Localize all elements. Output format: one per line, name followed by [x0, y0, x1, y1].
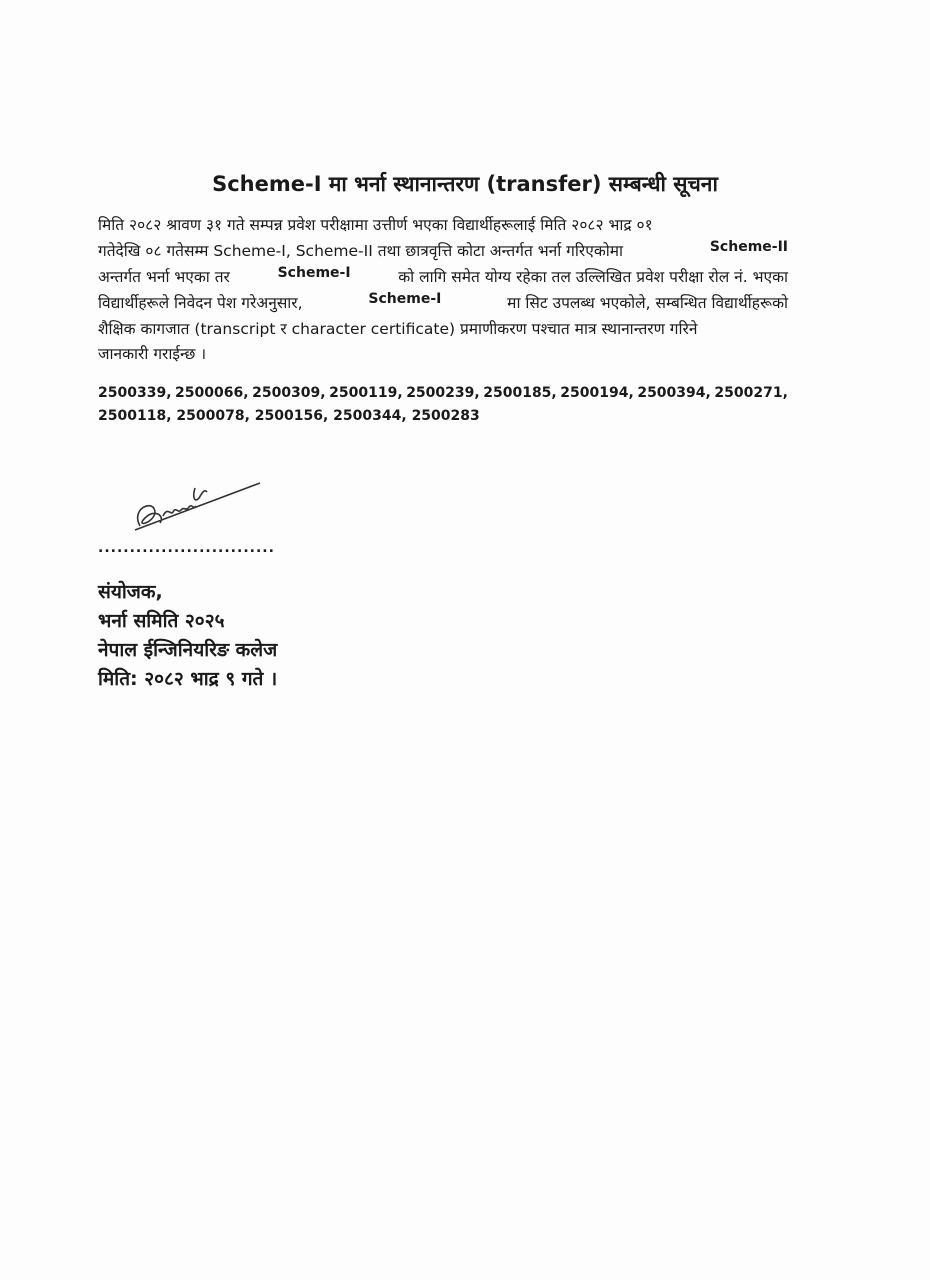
- roll-number: 2500283: [411, 408, 480, 424]
- roll-number: 2500119,: [329, 385, 403, 401]
- college-name: नेपाल ईन्जिनियरिङ कलेज: [98, 639, 278, 661]
- signatory-block: [98, 578, 277, 694]
- notice-title: Scheme-I मा भर्ना स्थानान्तरण (transfer) सम्बन्धी सूचना: [212, 172, 718, 196]
- roll-number: 2500194,: [560, 385, 634, 401]
- bold-text: Scheme-I: [368, 291, 442, 307]
- paragraph-line: [98, 239, 788, 261]
- roll-number: 2500066,: [175, 385, 249, 401]
- roll-number: 2500239,: [406, 385, 480, 401]
- roll-row: [98, 408, 788, 431]
- roll-number: 2500394,: [637, 385, 711, 401]
- paragraph-line: [98, 342, 788, 364]
- roll-number: 2500344,: [333, 408, 412, 424]
- signature: [125, 468, 265, 542]
- signature-line: ............................: [98, 540, 275, 556]
- paragraph-line: [98, 213, 788, 235]
- roll-row: [98, 385, 788, 408]
- paragraph-line: [98, 265, 788, 287]
- text: शैक्षिक कागजात (transcript र character certificate) प्रमाणीकरण पश्चात मात्र स्थानान्तरण गरिने: [98, 320, 698, 338]
- bold-text: Scheme-II: [709, 239, 788, 255]
- roll-number: 2500271,: [714, 385, 788, 401]
- text: गतेदेखि ०८ गतेसम्म Scheme-I, Scheme-II तथा छात्रवृत्ति कोटा अन्तर्गत भर्ना गरिएकोमा: [98, 242, 628, 260]
- text: को लागि समेत योग्य रहेका तल उल्लिखित प्रवेश परीक्षा रोल नं. भएका: [393, 268, 788, 286]
- notice-date: मिति: २०८२ भाद्र ९ गते ।: [98, 668, 278, 690]
- roll-number: 2500118,: [98, 408, 177, 424]
- paragraph-line: [98, 291, 788, 313]
- text: विद्यार्थीहरूले निवेदन पेश गरेअनुसार,: [98, 294, 308, 312]
- roll-number-list: [98, 385, 788, 431]
- committee-name: भर्ना समिति २०२५: [98, 610, 225, 632]
- roll-number: 2500156,: [254, 408, 334, 424]
- roll-number: 2500078,: [176, 408, 255, 424]
- roll-number: 2500309,: [252, 385, 326, 401]
- text: मिति २०८२ श्रावण ३१ गते सम्पन्न प्रवेश परीक्षामा उत्तीर्ण भएका विद्यार्थीहरूलाई मिति २०८२ भाद्र ०१: [98, 216, 653, 234]
- paragraph-line: [98, 317, 788, 339]
- text: जानकारी गराईन्छ ।: [98, 345, 207, 363]
- text: मा सिट उपलब्ध भएकोले, सम्बन्धित विद्यार्थीहरूको: [502, 294, 788, 312]
- text: अन्तर्गत भर्ना भएका तर: [98, 268, 235, 286]
- roll-number: 2500185,: [483, 385, 557, 401]
- roll-number: 2500339,: [98, 385, 172, 401]
- signatory-role: संयोजक,: [98, 581, 163, 603]
- bold-text: Scheme-I: [277, 265, 351, 281]
